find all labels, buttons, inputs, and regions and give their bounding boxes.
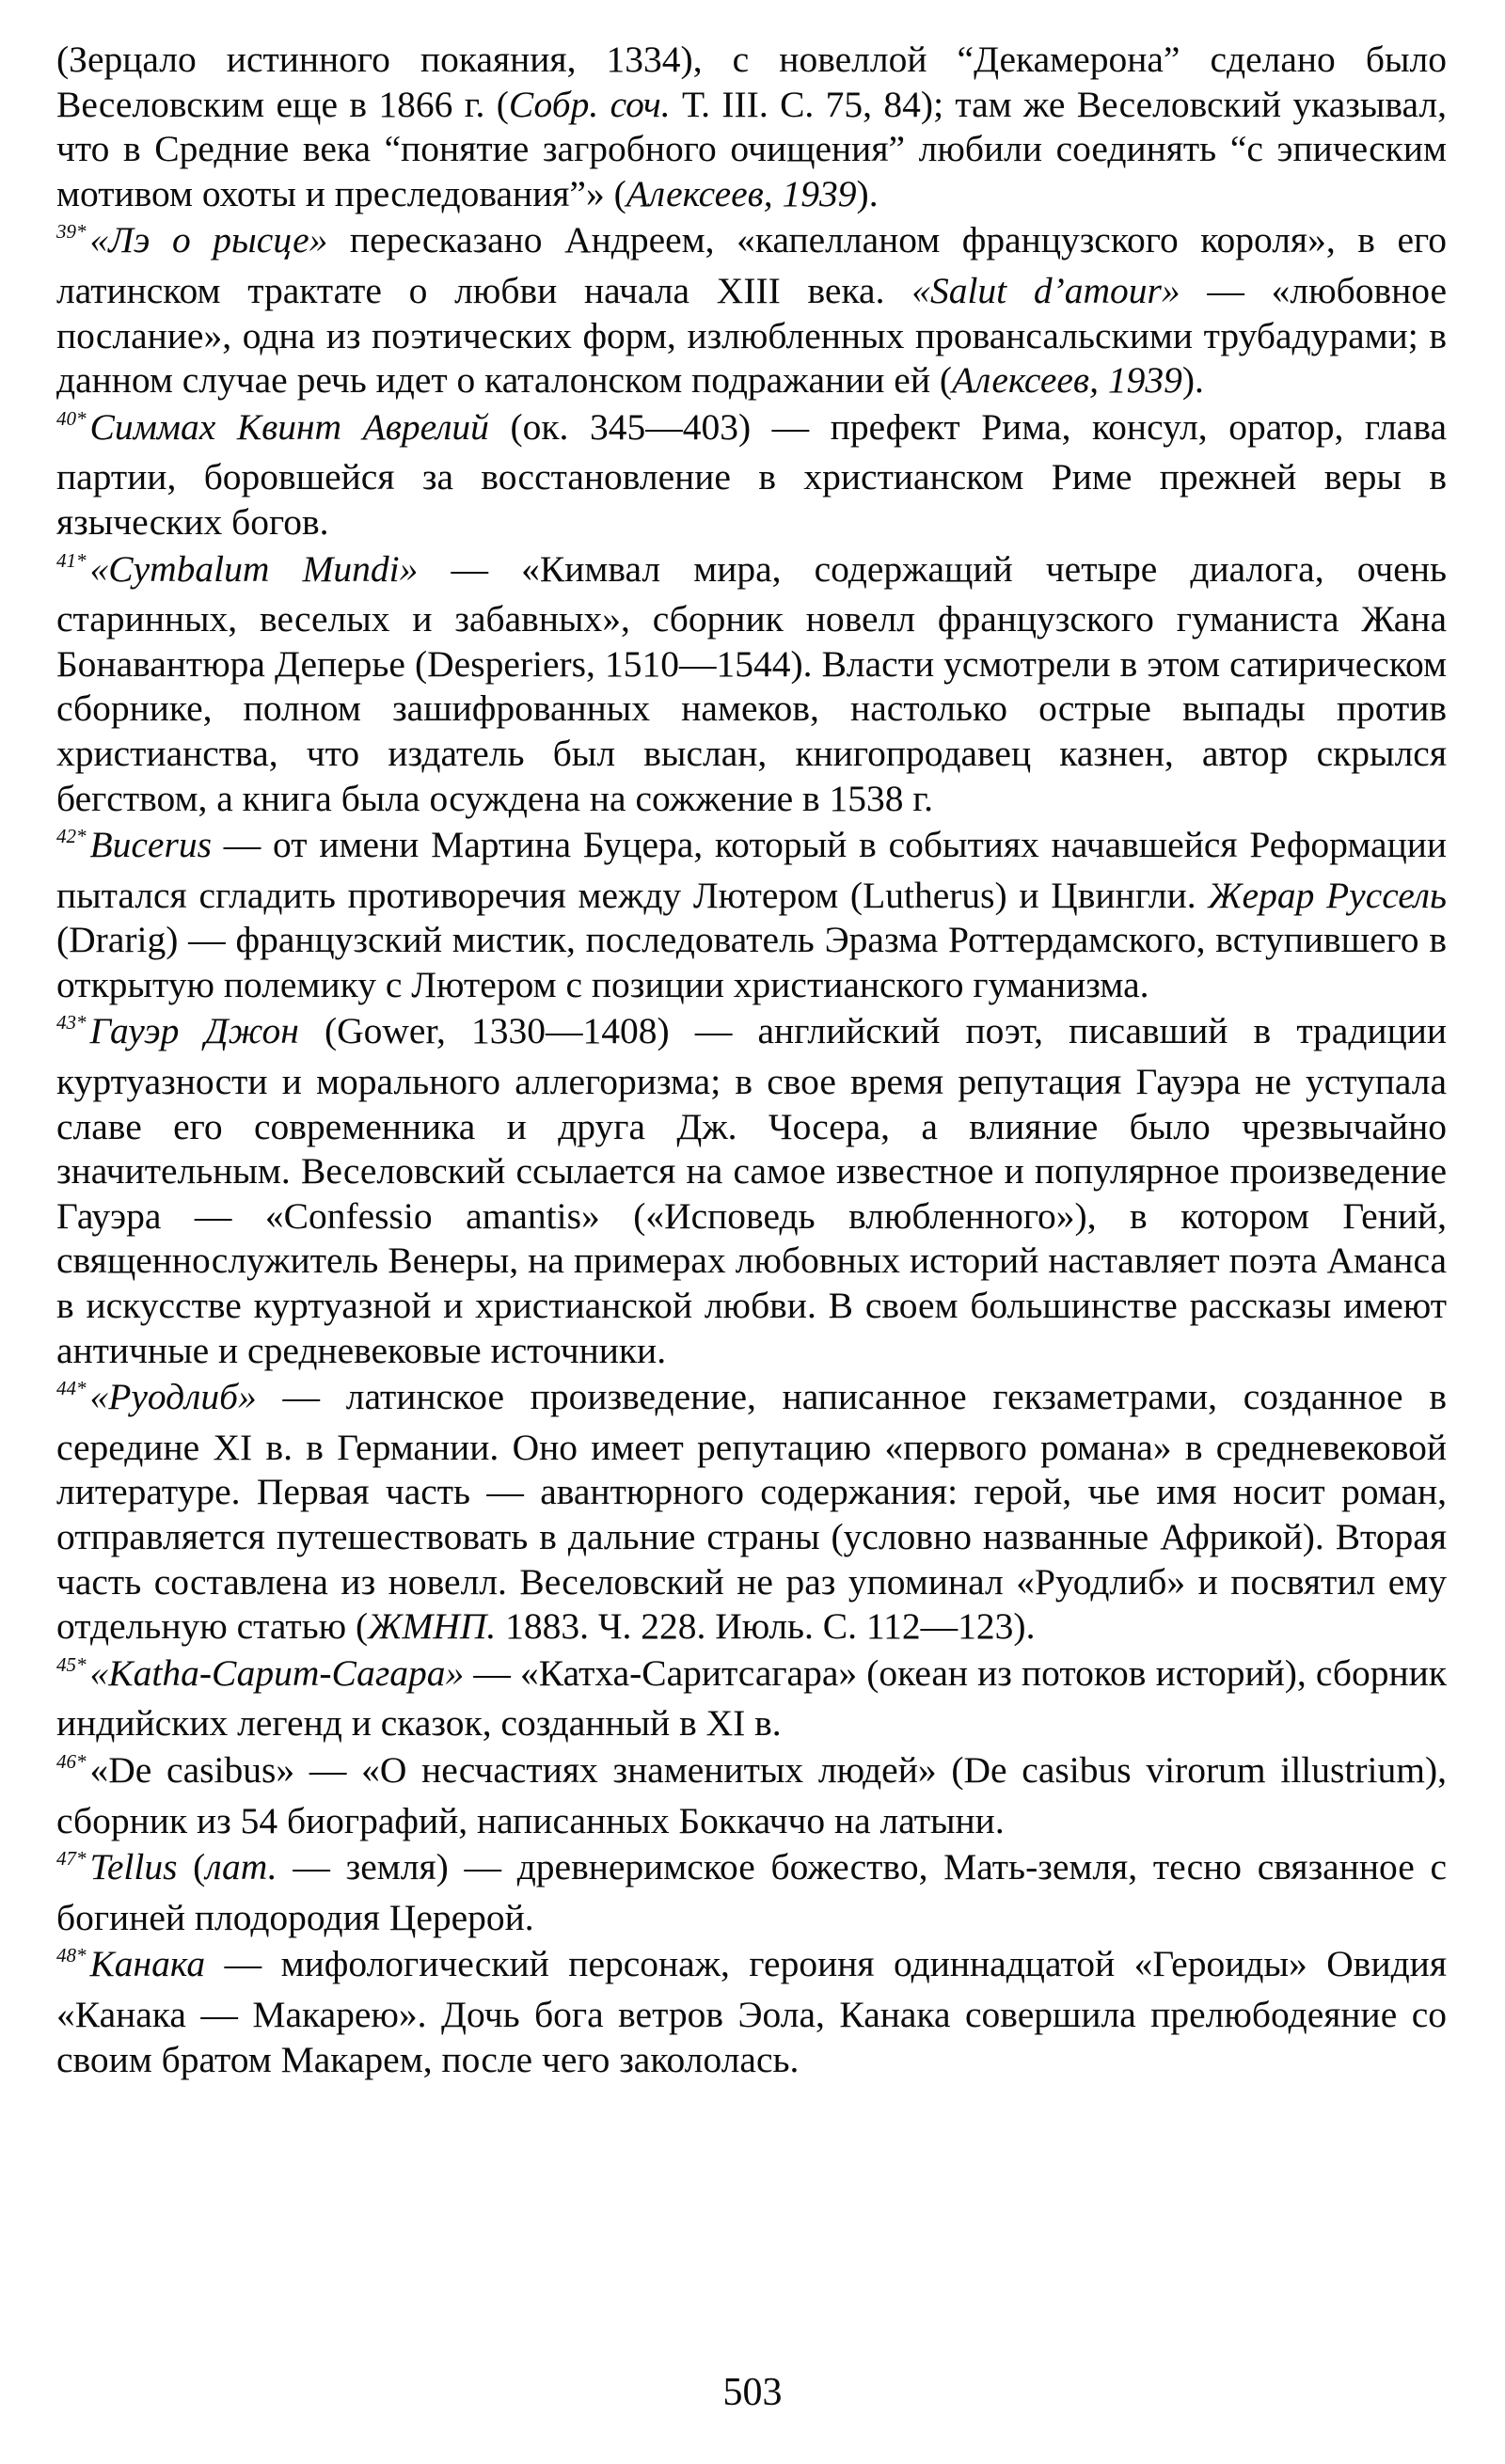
note-text: Bucerus (89, 824, 212, 866)
note-number: 45* (56, 1652, 87, 1676)
note-text: ЖМНП. (368, 1605, 497, 1648)
note-text: 1883. Ч. 228. Июль. С. 112—123). (496, 1605, 1036, 1648)
note-text: «Cymbalum Mundi» (89, 547, 419, 590)
note-text: Tellus (89, 1846, 178, 1888)
note-44 (56, 1375, 1447, 1650)
note-46 (56, 1748, 1447, 1843)
note-text: Жерар Руссель (1208, 874, 1448, 916)
note-text: «Лэ о рысце» (89, 219, 328, 261)
note-text: пересказано Андреем, «капелланом французского короля», в его латинском трактате о любви начала XIII века. (56, 219, 1448, 311)
note-text: ). (1181, 359, 1204, 402)
note-text: Канака (89, 1943, 206, 1985)
note-text: Собр. соч. (508, 83, 671, 125)
note-number: 46* (56, 1749, 87, 1773)
note-text: «Salut d’amour» (911, 269, 1180, 311)
page-number: 503 (722, 2371, 783, 2414)
note-text: (Drarig) — французский мистик, последователь Эразма Роттердамского, вступившего в открытую полемику с Лютером с позиции христианского гуманизма. (56, 919, 1447, 1005)
note-number: 42* (56, 825, 87, 848)
note-39 (56, 218, 1447, 403)
note-number: 39* (56, 220, 87, 244)
note-text: — «любовное послание», одна из поэтических форм, излюбленных провансальскими трубадурами; в данном случае речь идет о каталонском подражании ей ( (56, 269, 1447, 402)
note-text: «Katha-Сарит-Сагара» (89, 1651, 465, 1694)
note-number: 48* (56, 1944, 87, 1967)
note-40 (56, 405, 1447, 545)
note-text: — латинское произведение, написанное гекзаметрами, созданное в середине XI в. в Германии. Оно имеет репутацию «первого романа» в средневековой литературе. Первая часть — авантюрного содержания: герой, чье имя носит роман, отправляется путешествовать в дальние страны (условно названные Африкой). Вторая часть составлена из новелл. Веселовский не раз упоминал «Руодлиб» и посвятил ему отдельную статью ( (56, 1376, 1447, 1648)
note-number: 41* (56, 548, 87, 572)
note-number: 40* (56, 406, 87, 430)
note-text: ( (177, 1846, 206, 1888)
note-43 (56, 1009, 1447, 1373)
note-47 (56, 1845, 1447, 1940)
note-text: Т. III. С. 75, 84); там же Веселовский указывал, что в Средние века “понятие загробного очищения” любили соединять “с эпическим мотивом охоты и преследования”» ( (56, 83, 1447, 214)
note-text: (ок. 345—403) — префект Рима, консул, оратор, глава партии, боровшейся за восстановление в христианском Риме прежней веры в языческих богов. (56, 405, 1447, 543)
note-number: 47* (56, 1847, 87, 1871)
note-text: лат. (205, 1846, 277, 1888)
note-text: — от имени Мартина Буцера, который в событиях начавшейся Реформации пытался сгладить противоречия между Лютером (Lutherus) и Цвингли. (56, 824, 1447, 916)
note-45 (56, 1651, 1447, 1746)
note-text: — «Кимвал мира, содержащий четыре диалога, очень старинных, веселых и забавных», сборник новелл французского гуманиста Жана Бонавантюра Деперье (Desperiers, 1510—1544). Власти усмотрели в этом сатирическом сборнике, полном зашифрованных намеков, настолько острые выпады против христианства, что издатель был выслан, книгопродавец казнен, автор скрылся бегством, а книга была осуждена на сожжение в 1538 г. (56, 547, 1447, 819)
note-text: — земля) — древнеримское божество, Мать-земля, тесно связанное с богиней плодородия Церерой. (56, 1846, 1447, 1938)
notes-block (56, 38, 1447, 2082)
note-text: Симмах Квинт Аврелий (89, 405, 489, 448)
note-42 (56, 823, 1447, 1007)
note-41 (56, 547, 1447, 822)
note-text: ). (856, 172, 879, 214)
note-text: «De casibus» — «О несчастиях знаменитых людей» (De casibus virorum illustrium), сборник из 54 биографий, написанных Боккаччо на латыни. (56, 1748, 1447, 1841)
note-continuation (56, 38, 1447, 216)
note-text: — мифологический персонаж, героиня одиннадцатой «Героиды» Овидия «Канака — Макарею». Дочь бога ветров Эола, Канака совершила прелюбодеяние со своим братом Макарем, после чего закололась. (56, 1943, 1447, 2080)
note-number: 43* (56, 1011, 87, 1035)
note-text: (Gower, 1330—1408) — английский поэт, писавший в традиции куртуазности и морального аллегоризма; в свое время репутация Гауэра не уступала славе его современника и друга Дж. Чосера, а влияние было чрезвычайно значительным. Веселовский ссылается на самое известное и популярное произведение Гауэра — «Confessio amantis» («Исповедь влюбленного»), в котором Гений, священнослужитель Венеры, на примерах любовных историй наставляет поэта Аманса в искусстве куртуазной и христианской любви. В своем большинстве рассказы имеют античные и средневековые источники. (56, 1010, 1447, 1371)
note-text: «Руодлиб» (89, 1376, 257, 1418)
note-48 (56, 1942, 1447, 2082)
note-number: 44* (56, 1377, 87, 1400)
note-text: Алексеев, 1939 (952, 359, 1182, 402)
note-text: (Зерцало истинного покаяния, 1334), с новеллой “Декамерона” сделано было Веселовским еще в 1866 г. ( (56, 39, 1447, 125)
note-text: Гауэр Джон (89, 1010, 299, 1052)
note-text: — «Катха-Саритсагара» (океан из потоков историй), сборник индийских легенд и сказок, созданный в XI в. (56, 1651, 1447, 1745)
note-text: Алексеев, 1939 (626, 172, 857, 214)
